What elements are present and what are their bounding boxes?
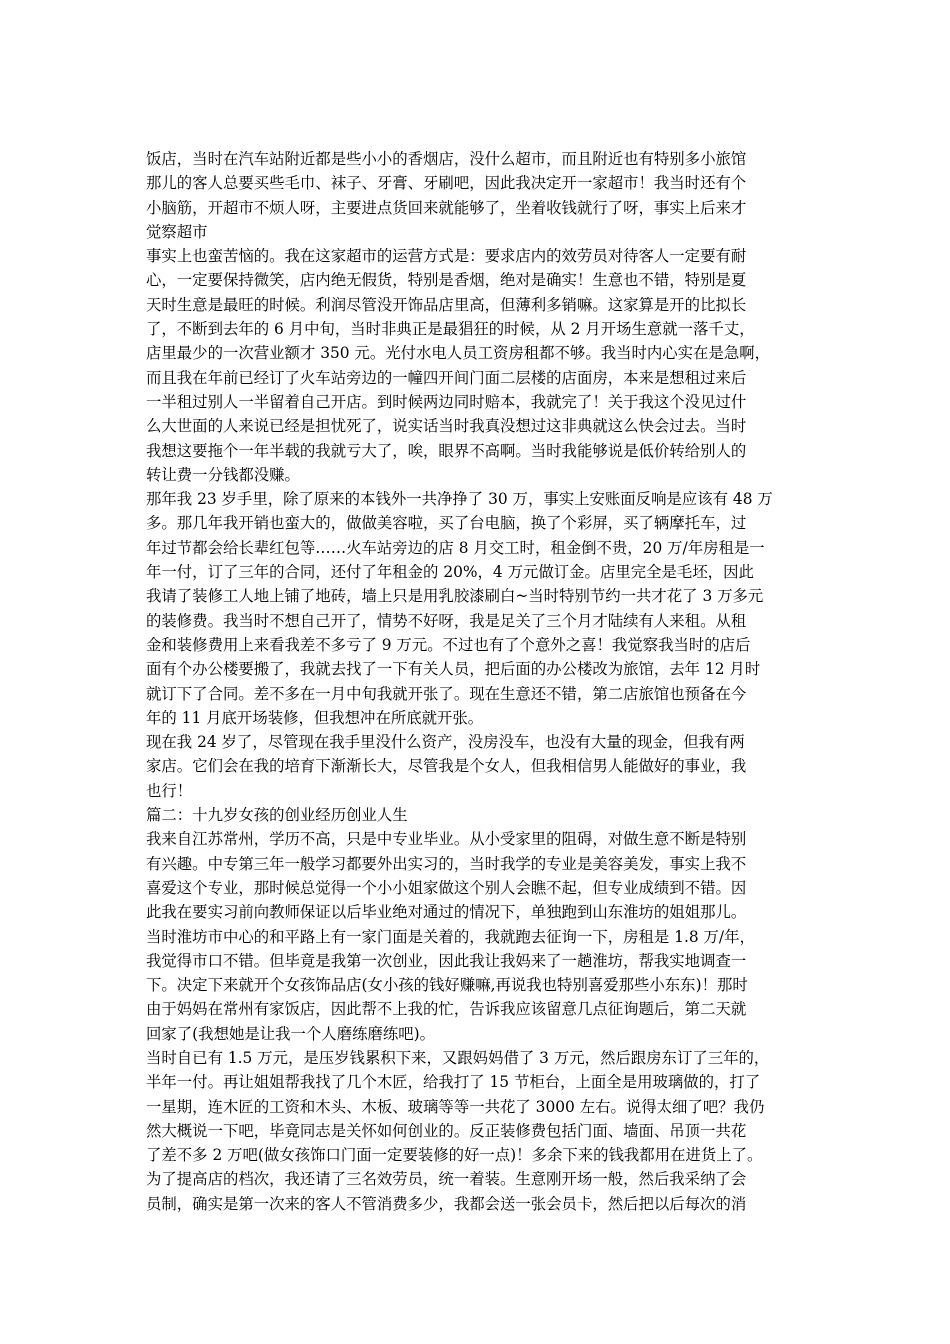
text-line: 篇二：十九岁女孩的创业经历创业人生: [146, 806, 408, 825]
document-body: [146, 147, 810, 1216]
text-line: 那儿的客人总要买些毛巾、袜子、牙膏、牙刷吧，因此我决定开一家超市！我当时还有个: [146, 174, 747, 193]
text-line: 回家了(我想她是让我一个人磨练磨练吧)。: [146, 1024, 436, 1043]
text-line: 喜爱这个专业，那时候总觉得一个小小姐家做这个别人会瞧不起，但专业成绩到不错。因: [146, 878, 747, 897]
text-line: 然大概说一下吧，毕竟同志是关怀如何创业的。反正装修费包括门面、墙面、吊顶一共花: [146, 1121, 747, 1140]
text-line: 么大世面的人来说已经是担忧死了，说实话当时我真没想过这非典就这么快会过去。当时: [146, 417, 747, 436]
text-line: 由于妈妈在常州有家饭店，因此帮不上我的忙，告诉我应该留意几点征询题后，第二天就: [146, 1000, 747, 1019]
text-line: 小脑筋，开超市不烦人呀，主要进点货回来就能够了，坐着收钱就行了呀，事实上后来才: [146, 198, 747, 217]
text-line: 半年一付。再让姐姐帮我找了几个木匠，给我打了 15 节柜台，上面全是用玻璃做的，打了: [146, 1073, 761, 1092]
text-line: 此我在要实习前向教师保证以后毕业绝对通过的情况下，单独跑到山东淮坊的姐姐那儿。: [146, 903, 747, 922]
text-line: 一半租过别人一半留着自己开店。到时候两边同时赔本，我就完了！关于我这个没见过什: [146, 392, 747, 411]
text-line: 我想这要拖个一年半载的我就亏大了，唉，眼界不高啊。当时我能够说是低价转给别人的: [146, 441, 747, 460]
text-line: 我觉得市口不错。但毕竟是我第一次创业，因此我让我妈来了一趟淮坊，帮我实地调查一: [146, 951, 747, 970]
text-line: 就订下了合同。差不多在一月中旬我就开张了。现在生意还不错，第二店旅馆也预备在今: [146, 684, 747, 703]
text-line: 家店。它们会在我的培育下渐渐长大，尽管我是个女人，但我相信男人能做好的事业，我: [146, 757, 747, 776]
text-line: 的装修费。我当时不想自己开了，情势不好呀，我是足关了三个月才陆续有人来租。从租: [146, 611, 747, 630]
text-line: 事实上也蛮苦恼的。我在这家超市的运营方式是：要求店内的效劳员对待客人一定要有耐: [146, 247, 747, 266]
text-line: 金和装修费用上来看我差不多亏了 9 万元。不过也有了个意外之喜！我觉察我当时的店后: [146, 635, 751, 654]
text-line: 年过节都会给长辈红包等……火车站旁边的店 8 月交工时，租金倒不贵，20 万/年房租是一: [146, 538, 765, 557]
text-line: 饭店，当时在汽车站附近都是些小小的香烟店，没什么超市，而且附近也有特别多小旅馆: [146, 150, 747, 168]
text-line: 了差不多 2 万吧(做女孩饰口门面一定要装修的好一点)！多余下来的钱我都用在进货上了。: [146, 1146, 763, 1165]
text-line: 我请了装修工人地上铺了地砖，墙上只是用乳胶漆刷白~当时特别节约一共才花了 3 万多元: [146, 587, 764, 606]
text-line: 年的 11 月底开场装修，但我想冲在所底就开张。: [146, 708, 484, 727]
text-line: 店里最少的一次营业额才 350 元。光付水电人员工资房租都不够。我当时内心实在是急啊，: [146, 344, 771, 363]
text-line: 员制，确实是第一次来的客人不管消费多少，我都会送一张会员卡，然后把以后每次的消: [146, 1194, 747, 1213]
text-line: 为了提高店的档次，我还请了三名效劳员，统一着装。生意刚开场一般，然后我采纳了会: [146, 1170, 747, 1189]
text-line: 面有个办公楼要搬了，我就去找了一下有关人员，把后面的办公楼改为旅馆，去年 12 月时: [146, 660, 761, 679]
text-line: 年一付，订了三年的合同，还付了年租金的 20%，4 万元做订金。店里完全是毛坯，因此: [146, 563, 754, 582]
text-line: 现在我 24 岁了，尽管现在我手里没什么资产，没房没车，也没有大量的现金，但我有两: [146, 733, 745, 752]
text-line: 那年我 23 岁手里，除了原来的本钱外一共净挣了 30 万，事实上安账面反响是应该有 48 万: [146, 490, 773, 509]
text-line: 有兴趣。中专第三年一般学习都要外出实习的，当时我学的专业是美容美发，事实上我不: [146, 854, 747, 873]
text-line: 觉察超市: [146, 222, 208, 241]
text-line: 心，一定要保持微笑，店内绝无假货，特别是香烟，绝对是确实！生意也不错，特别是夏: [146, 271, 747, 290]
text-line: 我来自江苏常州，学历不高，只是中专业毕业。从小受家里的阻碍，对做生意不断是特别: [146, 830, 747, 849]
text-line: 当时淮坊市中心的和平路上有一家门面是关着的，我就跑去征询一下，房租是 1.8 万/年，: [146, 927, 755, 946]
text-line: 也行！: [146, 781, 193, 800]
text-line: 转让费一分钱都没赚。: [146, 465, 300, 484]
text-line: 一星期，连木匠的工资和木头、木板、玻璃等等一共花了 3000 左右。说得太细了吧？我仍: [146, 1097, 765, 1116]
text-line: 了，不断到去年的 6 月中旬，当时非典正是最猖狂的时候，从 2 月开场生意就一落千丈，: [146, 320, 755, 339]
text-line: 而且我在年前已经订了火车站旁边的一幢四开间门面二层楼的店面房，本来是想租过来后: [146, 368, 747, 387]
text-line: 多。那几年我开销也蛮大的，做做美容啦，买了台电脑，换了个彩屏，买了辆摩托车，过: [146, 514, 747, 533]
text-line: 天时生意是最旺的时候。利润尽管没开饰品店里高，但薄利多销嘛。这家算是开的比拟长: [146, 295, 747, 314]
text-line: 下。决定下来就开个女孩饰品店(女小孩的钱好赚嘛,再说我也特别喜爱那些小东东)！那时: [146, 976, 748, 995]
text-line: 当时自已有 1.5 万元，是压岁钱累积下来，又跟妈妈借了 3 万元，然后跟房东订了三年的，: [146, 1048, 770, 1067]
